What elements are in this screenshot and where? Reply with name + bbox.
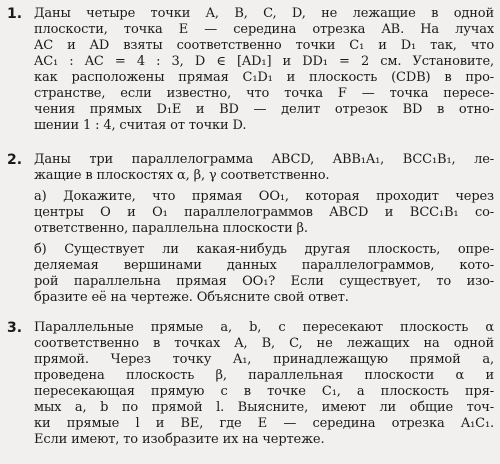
- text-line: плоскости, точка E — середина отрезка AB. На лучах: [34, 22, 494, 37]
- text-line: AC и AD взяты соответственно точки C₁ и D₁ так, что: [34, 38, 494, 53]
- problem-text: [34, 152, 494, 306]
- text-line: проведена плоскость β, параллельная плоскости α и: [34, 368, 494, 383]
- text-line: Даны три параллелограмма ABCD, ABB₁A₁, BCC₁B₁, ле-: [34, 152, 494, 167]
- problem-text: [34, 320, 494, 448]
- text-line: Параллельные прямые a, b, c пересекают плоскость α: [34, 320, 494, 335]
- subproblem-a: [34, 189, 494, 237]
- problem-text: [34, 6, 494, 134]
- text-line: соответственно в точках A, B, C, не лежащих на одной: [34, 336, 494, 351]
- text-line: прямой. Через точку A₁, принадлежащую прямой a,: [34, 352, 494, 367]
- problem-number: 1.: [7, 6, 23, 22]
- text-line: Даны четыре точки A, B, C, D, не лежащие в одной: [34, 6, 494, 21]
- text-line: как расположены прямая C₁D₁ и плоскость (CDB) в про-: [34, 70, 494, 85]
- text-line: б) Существует ли какая-нибудь другая плоскость, опре-: [34, 242, 494, 257]
- text-line: пересекающая прямую c в точке C₁, а плоскость пря-: [34, 384, 494, 399]
- subproblem-b: [34, 242, 494, 306]
- text-line: бразите её на чертеже. Объясните свой ответ.: [34, 290, 349, 305]
- text-line: шении 1 : 4, считая от точки D.: [34, 118, 247, 133]
- text-line: мых a, b по прямой l. Выясните, имеют ли общие точ-: [34, 400, 494, 415]
- text-line: деляемая вершинами данных параллелограммов, кото-: [34, 258, 494, 273]
- text-line: жащие в плоскостях α, β, γ соответственно.: [34, 168, 330, 183]
- text-line: AC₁ : AC = 4 : 3, D ∈ [AD₁] и DD₁ = 2 см. Установите,: [34, 54, 494, 69]
- text-line: Если имеют, то изобразите их на чертеже.: [34, 432, 325, 447]
- text-line: странстве, если известно, что точка F — точка пересе-: [34, 86, 494, 101]
- text-line: рой параллельна прямая OO₁? Если существует, то изо-: [34, 274, 494, 289]
- text-line: ответственно, параллельна плоскости β.: [34, 221, 308, 236]
- text-line: центры O и O₁ параллелограммов ABCD и BCC₁B₁ со-: [34, 205, 494, 220]
- text-line: а) Докажите, что прямая OO₁, которая проходит через: [34, 189, 494, 204]
- text-line: ки прямые l и BE, где E — середина отрезка A₁C₁.: [34, 416, 494, 431]
- text-line: чения прямых D₁E и BD — делит отрезок BD в отно-: [34, 102, 494, 117]
- problem-number: 3.: [7, 320, 23, 336]
- problem-number: 2.: [7, 152, 23, 168]
